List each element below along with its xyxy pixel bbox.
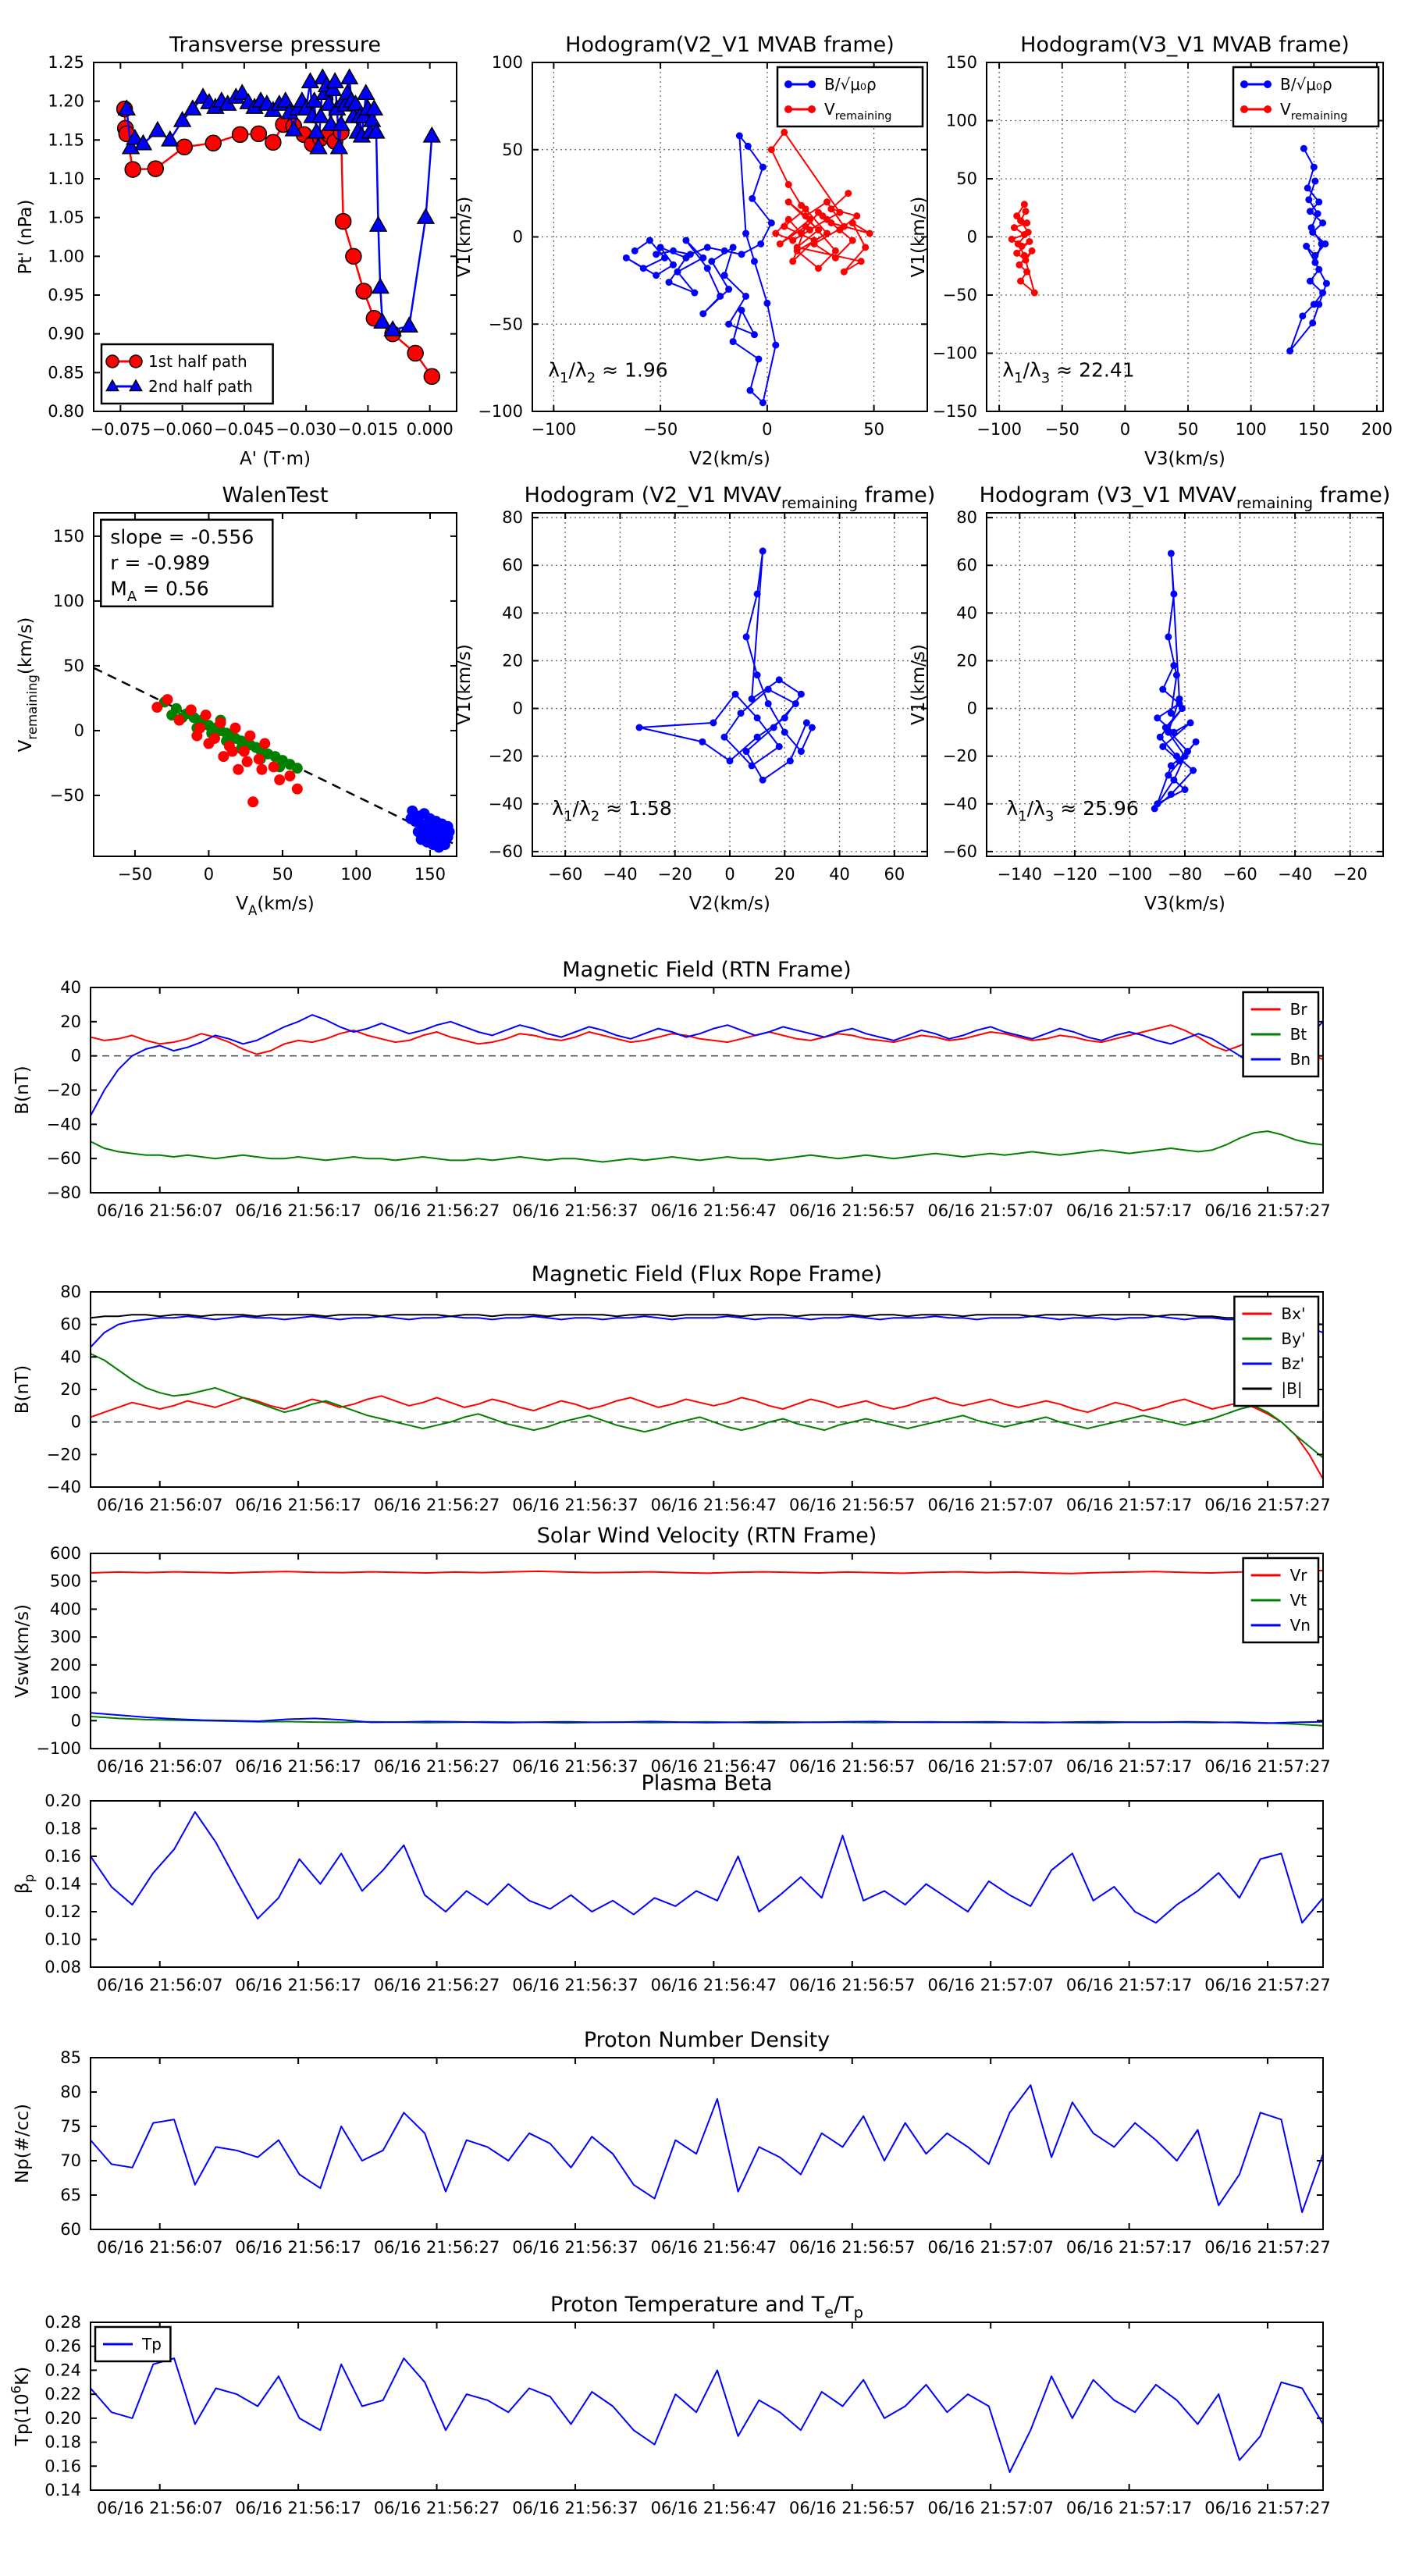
svg-text:06/16 21:57:07: 06/16 21:57:07: [927, 2238, 1054, 2257]
svg-text:βp: $\beta_p$: [12, 1873, 37, 1895]
svg-text:−50: −50: [117, 865, 153, 884]
chart-hodogram-v3v1-mvav: [909, 483, 1390, 914]
svg-text:Plasma Beta: Plasma Beta: [641, 1771, 773, 1795]
svg-text:B/√μ₀ρ: B/√μ₀ρ: [824, 74, 877, 94]
svg-text:06/16 21:56:37: 06/16 21:56:37: [512, 1201, 638, 1220]
svg-text:−80: −80: [1167, 865, 1203, 884]
svg-text:300: 300: [49, 1628, 81, 1647]
svg-text:0.16: 0.16: [44, 1847, 81, 1866]
svg-text:80: 80: [60, 2083, 81, 2101]
svg-text:70: 70: [60, 2151, 81, 2170]
svg-text:20: 20: [502, 651, 523, 671]
svg-text:A' (T·m): A' (T·m): [239, 449, 311, 469]
svg-text:Bx': Bx': [1281, 1304, 1306, 1323]
svg-text:V1(km/s): V1(km/s): [909, 196, 929, 278]
svg-text:−120: −120: [1052, 865, 1097, 884]
chart-proton-temperature: [9, 2293, 1330, 2517]
svg-text:Solar Wind Velocity (RTN Frame: Solar Wind Velocity (RTN Frame): [536, 1524, 877, 1548]
svg-text:Tp(106K): $Tp(10^6K)$: [9, 2366, 33, 2446]
svg-text:B(nT): B(nT): [12, 1364, 33, 1414]
svg-text:100: 100: [49, 1683, 81, 1703]
svg-text:50: 50: [502, 140, 523, 159]
chart-magnetic-field-rtn: [12, 958, 1331, 1220]
svg-text:06/16 21:56:47: 06/16 21:56:47: [650, 2238, 777, 2257]
svg-text:B(nT): B(nT): [12, 1066, 33, 1115]
svg-text:−20: −20: [657, 865, 692, 884]
svg-text:−20: −20: [488, 746, 523, 766]
svg-text:06/16 21:57:07: 06/16 21:57:07: [927, 1976, 1054, 1994]
svg-text:06/16 21:57:27: 06/16 21:57:27: [1204, 1496, 1331, 1514]
svg-text:−0.015: −0.015: [337, 420, 399, 439]
svg-text:Vn: Vn: [1289, 1615, 1311, 1635]
svg-text:06/16 21:56:37: 06/16 21:56:37: [512, 1757, 638, 1776]
svg-text:80: 80: [502, 508, 523, 528]
svg-text:1.05: 1.05: [48, 208, 84, 227]
svg-text:60: 60: [884, 865, 905, 884]
svg-text:−40: −40: [46, 1478, 81, 1496]
svg-text:−140: −140: [997, 865, 1043, 884]
svg-text:0.18: 0.18: [44, 2432, 81, 2452]
svg-text:40: 40: [829, 865, 850, 884]
svg-text:06/16 21:56:57: 06/16 21:56:57: [789, 1496, 916, 1514]
legend-magnetic-field-flux-rope: [1234, 1297, 1318, 1406]
svg-text:0: 0: [73, 720, 84, 740]
svg-text:V3(km/s): V3(km/s): [1144, 894, 1225, 914]
svg-text:Vsw(km/s): Vsw(km/s): [12, 1604, 33, 1698]
svg-text:0.14: 0.14: [44, 1874, 81, 1894]
svg-text:06/16 21:56:17: 06/16 21:56:17: [235, 1976, 361, 1994]
svg-text:V1(km/s): V1(km/s): [454, 644, 475, 725]
svg-text:06/16 21:57:07: 06/16 21:57:07: [927, 1201, 1054, 1220]
svg-text:VA(km/s): $V_A(km/s)$: [236, 894, 315, 918]
svg-text:06/16 21:57:07: 06/16 21:57:07: [927, 1757, 1054, 1776]
svg-text:−50: −50: [1044, 420, 1080, 439]
chart-magnetic-field-flux-rope: [12, 1262, 1331, 1514]
svg-text:0.26: 0.26: [44, 2336, 81, 2356]
svg-text:Vremaining: $V_{remaining}$: [824, 99, 892, 123]
svg-text:−100: −100: [478, 402, 523, 421]
svg-text:06/16 21:57:07: 06/16 21:57:07: [927, 1496, 1054, 1514]
svg-text:06/16 21:56:07: 06/16 21:56:07: [96, 1757, 223, 1776]
svg-text:By': By': [1281, 1329, 1306, 1348]
svg-text:−80: −80: [46, 1183, 81, 1202]
svg-text:−40: −40: [46, 1115, 81, 1134]
legend-hodogram-v2v1-mvab: [777, 67, 923, 126]
svg-text:06/16 21:56:37: 06/16 21:56:37: [512, 1976, 638, 1994]
svg-text:0: 0: [966, 227, 977, 247]
svg-text:−20: −20: [942, 746, 977, 766]
svg-text:|B|: |B|: [1281, 1379, 1303, 1398]
svg-text:Transverse pressure: Transverse pressure: [169, 33, 381, 57]
svg-text:06/16 21:57:27: 06/16 21:57:27: [1204, 1201, 1331, 1220]
svg-text:0: 0: [70, 1046, 81, 1066]
svg-text:06/16 21:56:27: 06/16 21:56:27: [373, 1496, 500, 1514]
svg-text:Vremaining(km/s): $V_{remaining}(km/s)$: [16, 617, 40, 753]
svg-text:80: 80: [956, 508, 977, 528]
svg-text:0: 0: [966, 699, 977, 718]
svg-text:0.20: 0.20: [44, 1791, 81, 1810]
svg-text:60: 60: [956, 556, 977, 575]
svg-text:−40: −40: [942, 794, 977, 813]
svg-text:−100: −100: [932, 343, 977, 363]
svg-text:40: 40: [60, 978, 81, 997]
svg-text:40: 40: [60, 1347, 81, 1367]
svg-text:Magnetic Field (RTN Frame): Magnetic Field (RTN Frame): [562, 958, 852, 982]
svg-text:r = -0.989: r = -0.989: [110, 551, 211, 575]
svg-text:06/16 21:56:57: 06/16 21:56:57: [789, 2499, 916, 2517]
svg-text:80: 80: [60, 1283, 81, 1301]
svg-text:λ1/λ3 ≈ 22.41: $\lambda_1/\lambda_3 \approx 22.41$: [1002, 358, 1135, 386]
svg-text:06/16 21:57:17: 06/16 21:57:17: [1065, 1201, 1193, 1220]
svg-text:0.08: 0.08: [44, 1958, 81, 1976]
svg-text:0.12: 0.12: [44, 1902, 81, 1921]
svg-text:Np(#/cc): Np(#/cc): [12, 2103, 33, 2184]
svg-text:06/16 21:56:57: 06/16 21:56:57: [789, 1757, 916, 1776]
chart-hodogram-v2v1-mvab: [454, 33, 927, 469]
chart-proton-number-density: [12, 2028, 1331, 2257]
svg-text:60: 60: [502, 556, 523, 575]
svg-text:06/16 21:57:27: 06/16 21:57:27: [1204, 1757, 1331, 1776]
svg-text:100: 100: [340, 865, 372, 884]
svg-text:Proton Temperature and Te/Tp: Proton Temperature and $T_e/T_p$: [550, 2293, 864, 2322]
svg-text:0.000: 0.000: [406, 420, 454, 439]
svg-text:0: 0: [512, 227, 523, 247]
svg-text:06/16 21:56:17: 06/16 21:56:17: [235, 1201, 361, 1220]
svg-text:600: 600: [49, 1544, 81, 1563]
svg-text:06/16 21:56:47: 06/16 21:56:47: [650, 1976, 777, 1994]
svg-text:0.80: 0.80: [48, 402, 84, 421]
svg-text:−0.045: −0.045: [214, 420, 275, 439]
svg-text:λ1/λ2 ≈ 1.58: $\lambda_1/\lambda_2 \approx 1.58$: [552, 797, 672, 825]
svg-text:06/16 21:56:57: 06/16 21:56:57: [789, 1976, 916, 1994]
svg-text:06/16 21:56:27: 06/16 21:56:27: [373, 1757, 500, 1776]
svg-text:0: 0: [762, 420, 773, 439]
svg-text:06/16 21:56:47: 06/16 21:56:47: [650, 2499, 777, 2517]
svg-text:40: 40: [502, 603, 523, 623]
svg-text:0.22: 0.22: [44, 2385, 81, 2404]
chart-solar-wind-velocity: [12, 1524, 1331, 1776]
svg-text:06/16 21:56:47: 06/16 21:56:47: [650, 1201, 777, 1220]
svg-text:500: 500: [49, 1571, 81, 1591]
svg-text:0.24: 0.24: [44, 2361, 81, 2380]
svg-text:06/16 21:56:17: 06/16 21:56:17: [235, 2499, 361, 2517]
svg-text:06/16 21:56:27: 06/16 21:56:27: [373, 2499, 500, 2517]
svg-text:V2(km/s): V2(km/s): [689, 894, 770, 914]
svg-text:Proton Number Density: Proton Number Density: [583, 2028, 831, 2052]
svg-text:85: 85: [60, 2048, 81, 2067]
svg-text:0.28: 0.28: [44, 2313, 81, 2332]
svg-text:06/16 21:56:17: 06/16 21:56:17: [235, 1496, 361, 1514]
svg-text:λ1/λ2 ≈ 1.96: $\lambda_1/\lambda_2 \approx 1.96$: [548, 358, 668, 386]
svg-text:Hodogram (V3_V1 MVAVremaining: Hodogram (V3_V1 $MVAV_{remaining}$ frame): [979, 483, 1391, 513]
svg-text:1.25: 1.25: [48, 53, 84, 72]
svg-text:λ1/λ3 ≈ 25.96: $\lambda_1/\lambda_3 \approx 25.96$: [1006, 797, 1139, 825]
svg-text:0: 0: [70, 1711, 81, 1731]
svg-text:−50: −50: [942, 286, 977, 304]
svg-text:Tp: Tp: [142, 2334, 162, 2354]
svg-text:0.18: 0.18: [44, 1819, 81, 1838]
svg-text:06/16 21:57:17: 06/16 21:57:17: [1065, 2499, 1193, 2517]
svg-text:150: 150: [945, 53, 977, 72]
svg-text:50: 50: [272, 865, 293, 884]
svg-text:−20: −20: [46, 1080, 81, 1100]
svg-text:150: 150: [52, 526, 84, 546]
chart-transverse-pressure: [16, 33, 457, 469]
legend-hodogram-v3v1-mvab: [1233, 67, 1378, 126]
svg-text:−40: −40: [603, 865, 638, 884]
svg-text:Magnetic Field (Flux Rope Fram: Magnetic Field (Flux Rope Frame): [531, 1262, 883, 1286]
svg-text:0: 0: [1119, 420, 1131, 439]
svg-text:06/16 21:56:57: 06/16 21:56:57: [789, 2238, 916, 2257]
svg-text:200: 200: [49, 1655, 81, 1674]
svg-text:06/16 21:56:47: 06/16 21:56:47: [650, 1496, 777, 1514]
svg-text:Vt: Vt: [1289, 1590, 1307, 1610]
svg-text:B/√μ₀ρ: B/√μ₀ρ: [1280, 74, 1332, 94]
svg-text:−50: −50: [488, 315, 523, 334]
svg-text:Hodogram(V3_V1 MVAB frame): Hodogram(V3_V1 MVAB frame): [1020, 33, 1350, 57]
svg-text:60: 60: [60, 1315, 81, 1334]
svg-text:WalenTest: WalenTest: [222, 483, 329, 507]
svg-text:150: 150: [414, 865, 446, 884]
svg-text:V1(km/s): V1(km/s): [454, 196, 475, 278]
svg-text:50: 50: [956, 169, 977, 188]
svg-text:60: 60: [60, 2220, 81, 2239]
svg-text:100: 100: [491, 53, 523, 72]
svg-text:1.20: 1.20: [48, 91, 84, 111]
svg-text:V3(km/s): V3(km/s): [1144, 449, 1225, 469]
svg-text:0: 0: [724, 865, 735, 884]
svg-text:06/16 21:56:57: 06/16 21:56:57: [789, 1201, 916, 1220]
svg-text:0.95: 0.95: [48, 286, 84, 304]
svg-text:06/16 21:56:37: 06/16 21:56:37: [512, 1496, 638, 1514]
legend-transverse-pressure: [101, 344, 273, 404]
svg-text:06/16 21:56:07: 06/16 21:56:07: [96, 1496, 223, 1514]
svg-text:50: 50: [1177, 420, 1199, 439]
svg-text:Bz': Bz': [1281, 1354, 1305, 1373]
svg-text:−100: −100: [36, 1739, 81, 1758]
svg-text:50: 50: [63, 656, 84, 675]
svg-text:06/16 21:57:17: 06/16 21:57:17: [1065, 1757, 1193, 1776]
svg-text:0.10: 0.10: [44, 1930, 81, 1949]
svg-text:−100: −100: [976, 420, 1022, 439]
svg-text:0.85: 0.85: [48, 363, 84, 382]
svg-text:Vr: Vr: [1289, 1565, 1307, 1585]
svg-text:06/16 21:57:27: 06/16 21:57:27: [1204, 2499, 1331, 2517]
svg-text:−60: −60: [46, 1149, 81, 1169]
svg-text:−50: −50: [642, 420, 678, 439]
svg-text:06/16 21:57:07: 06/16 21:57:07: [927, 2499, 1054, 2517]
svg-text:0: 0: [512, 699, 523, 718]
svg-text:V1(km/s): V1(km/s): [909, 644, 929, 725]
legend-solar-wind-velocity: [1243, 1558, 1318, 1642]
svg-text:0.16: 0.16: [44, 2457, 81, 2476]
svg-text:Pt' (nPa): Pt' (nPa): [16, 199, 36, 275]
svg-text:06/16 21:57:27: 06/16 21:57:27: [1204, 1976, 1331, 1994]
svg-text:−20: −20: [46, 1445, 81, 1464]
svg-text:75: 75: [60, 2117, 81, 2136]
svg-text:40: 40: [956, 603, 977, 623]
svg-text:−40: −40: [1277, 865, 1313, 884]
svg-text:100: 100: [1235, 420, 1267, 439]
svg-text:06/16 21:56:07: 06/16 21:56:07: [96, 1976, 223, 1994]
svg-text:20: 20: [60, 1012, 81, 1031]
svg-text:−100: −100: [1107, 865, 1153, 884]
svg-text:1.00: 1.00: [48, 247, 84, 266]
svg-text:20: 20: [774, 865, 795, 884]
svg-text:V2(km/s): V2(km/s): [689, 449, 770, 469]
svg-text:06/16 21:57:17: 06/16 21:57:17: [1065, 1496, 1193, 1514]
svg-text:06/16 21:56:07: 06/16 21:56:07: [96, 2238, 223, 2257]
chart-hodogram-v2v1-mvav: [454, 483, 935, 914]
svg-text:−0.060: −0.060: [151, 420, 213, 439]
svg-text:06/16 21:56:37: 06/16 21:56:37: [512, 2499, 638, 2517]
chart-walen-test: [16, 483, 457, 918]
svg-text:06/16 21:56:07: 06/16 21:56:07: [96, 1201, 223, 1220]
svg-text:−60: −60: [1222, 865, 1257, 884]
svg-text:1st half path: 1st half path: [148, 351, 247, 371]
svg-text:06/16 21:56:17: 06/16 21:56:17: [235, 2238, 361, 2257]
svg-text:slope = -0.556: slope = -0.556: [110, 525, 254, 549]
svg-text:−50: −50: [49, 785, 84, 805]
svg-text:Vremaining: $V_{remaining}$: [1280, 99, 1348, 123]
svg-text:06/16 21:56:17: 06/16 21:56:17: [235, 1757, 361, 1776]
svg-text:06/16 21:56:37: 06/16 21:56:37: [512, 2238, 638, 2257]
svg-text:Hodogram(V2_V1 MVAB frame): Hodogram(V2_V1 MVAB frame): [565, 33, 895, 57]
svg-text:100: 100: [52, 591, 84, 610]
svg-text:−100: −100: [531, 420, 577, 439]
svg-text:0.14: 0.14: [44, 2481, 81, 2500]
svg-text:−60: −60: [488, 841, 523, 861]
svg-text:2nd half path: 2nd half path: [148, 376, 253, 396]
svg-text:−20: −20: [1332, 865, 1368, 884]
svg-text:1.10: 1.10: [48, 169, 84, 188]
svg-text:Bt: Bt: [1289, 1024, 1307, 1044]
svg-text:400: 400: [49, 1599, 81, 1619]
svg-text:100: 100: [945, 111, 977, 130]
svg-text:06/16 21:56:47: 06/16 21:56:47: [650, 1757, 777, 1776]
svg-text:06/16 21:56:27: 06/16 21:56:27: [373, 2238, 500, 2257]
svg-text:MA = 0.56: $M_A = 0.56$: [110, 577, 209, 605]
svg-text:−40: −40: [488, 794, 523, 813]
chart-hodogram-v3v1-mvab: [909, 33, 1393, 469]
svg-text:0.20: 0.20: [44, 2408, 81, 2428]
svg-text:06/16 21:56:07: 06/16 21:56:07: [96, 2499, 223, 2517]
svg-text:65: 65: [60, 2186, 81, 2204]
svg-text:20: 20: [60, 1380, 81, 1399]
legend-proton-temperature: [95, 2327, 170, 2361]
chart-plasma-beta: [12, 1771, 1331, 1994]
svg-text:Br: Br: [1289, 999, 1307, 1019]
svg-text:−60: −60: [942, 841, 977, 861]
legend-magnetic-field-rtn: [1243, 992, 1318, 1076]
svg-text:06/16 21:56:27: 06/16 21:56:27: [373, 1976, 500, 1994]
svg-text:−150: −150: [932, 402, 977, 421]
svg-text:50: 50: [863, 420, 884, 439]
svg-text:Bn: Bn: [1289, 1049, 1311, 1069]
svg-text:−0.030: −0.030: [276, 420, 336, 439]
svg-text:−60: −60: [548, 865, 583, 884]
svg-text:0.90: 0.90: [48, 324, 84, 343]
svg-text:20: 20: [956, 651, 977, 671]
svg-text:1.15: 1.15: [48, 130, 84, 150]
svg-text:06/16 21:57:27: 06/16 21:57:27: [1204, 2238, 1331, 2257]
svg-text:−0.075: −0.075: [90, 420, 151, 439]
svg-text:200: 200: [1361, 420, 1393, 439]
svg-text:06/16 21:56:27: 06/16 21:56:27: [373, 1201, 500, 1220]
svg-text:06/16 21:57:17: 06/16 21:57:17: [1065, 1976, 1193, 1994]
svg-text:Hodogram (V2_V1 MVAVremaining: Hodogram (V2_V1 $MVAV_{remaining}$ frame): [524, 483, 936, 513]
svg-text:150: 150: [1298, 420, 1330, 439]
svg-text:0: 0: [70, 1412, 81, 1432]
svg-text:0: 0: [203, 865, 215, 884]
svg-text:06/16 21:57:17: 06/16 21:57:17: [1065, 2238, 1193, 2257]
